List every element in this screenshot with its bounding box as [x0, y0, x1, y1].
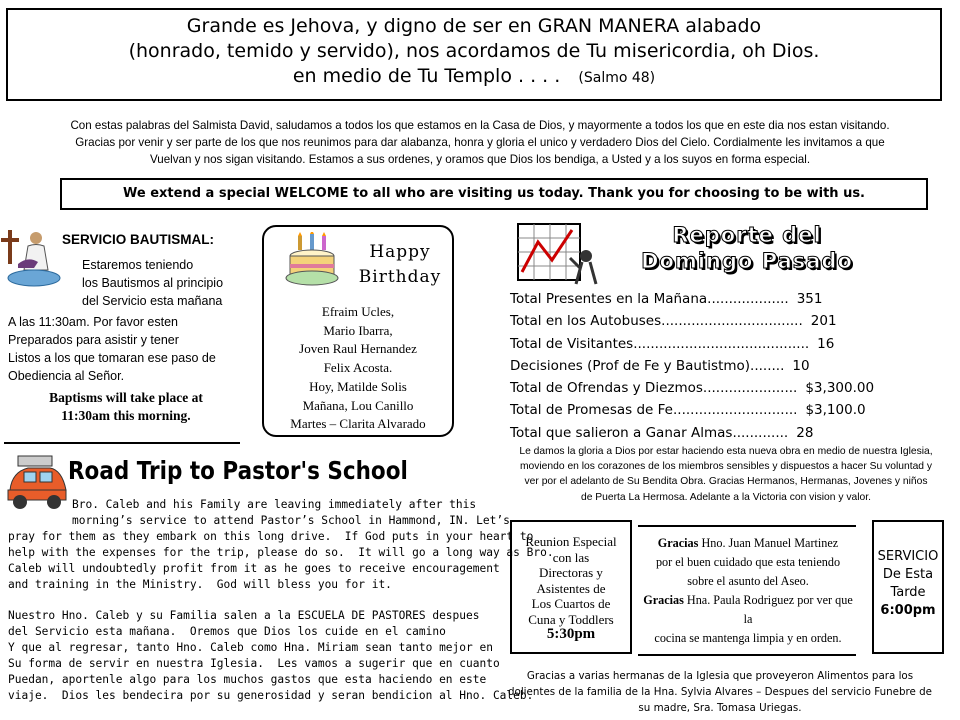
- report-note-line: de Puerta La Hermosa. Adelante a la Victoria con vision y valor.: [580, 491, 871, 503]
- servicio-line: De Esta: [882, 567, 934, 582]
- report-value: 351: [796, 291, 823, 307]
- baptism-english-line: Baptisms will take place at: [49, 390, 203, 405]
- report-title-line: Reporte del: [672, 223, 822, 247]
- banner-line-3-text: en medio de Tu Templo . . . .: [292, 65, 561, 87]
- birthday-title: [344, 240, 456, 290]
- gracias-name: Hna. Paula Rodriguez por ver que la: [686, 593, 853, 626]
- servicio-line: SERVICIO: [877, 549, 939, 564]
- report-dots: ...................: [707, 291, 789, 307]
- baptism-english-line: 11:30am this morning.: [61, 408, 191, 423]
- report-title: [612, 222, 882, 274]
- report-note-line: Le damos la gloria a Dios por estar haciendo esta nueva obra en medio de nuestra Iglesia,: [519, 446, 933, 457]
- gracias-line: cocina se mantenga limpia y en orden.: [654, 631, 842, 645]
- birthday-title-line: Happy: [369, 242, 431, 262]
- reunion-line: Asistentes de: [536, 580, 606, 596]
- birthday-name: Efraim Ucles,: [321, 304, 395, 319]
- baptism-text-top: [82, 256, 223, 310]
- gracias-line: por el buen cuidado que esta teniendo: [655, 555, 841, 569]
- roadtrip-english-body: pray for them as they embark on this long drive. If God puts in your heart to help with the expenses for the trip, please do so. It will go a long way as Bro. Caleb will undoubtedly profit from it as he goes to receive encouragement and training in the Ministry. God will bless you for it.: [8, 530, 554, 591]
- thanks-note: [490, 668, 950, 716]
- baptism-line: Listos a los que tomaran ese paso de: [8, 351, 216, 365]
- servicio-line: Tarde: [890, 585, 926, 600]
- birthday-name: Martes – Clarita Alvarado: [290, 416, 426, 432]
- report-dots: .................................: [661, 313, 803, 330]
- report-list: [510, 288, 950, 444]
- reunion-time: 5:30pm: [546, 626, 596, 642]
- birthday-title-line: Birthday: [358, 267, 442, 287]
- report-row: [510, 310, 950, 332]
- reunion-line: Reunion Especial: [525, 534, 617, 549]
- birthday-name: Hoy, Matilde Solis: [309, 378, 407, 394]
- report-value: 28: [796, 424, 814, 441]
- report-label: Total que salieron a Ganar Almas: [510, 424, 733, 441]
- car-icon: [4, 452, 68, 516]
- reunion-line: Directoras y: [539, 565, 603, 580]
- report-note-line: ver por el adelanto de Su Bendita Obra. Gracias Hermanos, Hermanas, Jovenes y niños: [524, 476, 928, 488]
- birthday-cake-icon: [284, 232, 340, 298]
- report-value: $3,100.0: [805, 402, 866, 419]
- baptism-line: Preparados para asistir y tener: [8, 333, 179, 347]
- birthday-name: Mañana, Lou Canillo: [302, 397, 414, 413]
- divider: [638, 654, 856, 656]
- report-value: 201: [810, 313, 837, 330]
- welcome-box: We extend a special WELCOME to all who are visiting us today. Thank you for choosing to be with us.: [60, 178, 928, 210]
- report-dots: .........................................: [633, 335, 810, 352]
- baptism-line: los Bautismos al principio: [82, 276, 224, 290]
- birthday-name: Felix Acosta.: [323, 360, 393, 376]
- intro-line-1: Con estas palabras del Salmista David, saludamos a todos los que estamos en la Casa de Dios, y mayormente a todos los que en este dia nos estan visitando.: [70, 119, 890, 132]
- report-row: [510, 333, 950, 355]
- report-label: Total Presentes en la Mañana: [510, 291, 708, 307]
- intro-line-3: Vuelvan y nos sigan visitando. Estamos a sus ordenes, y oramos que Dios los bendiga, a Usted y a los suyos en forma especial.: [149, 153, 811, 166]
- report-dots: ........: [750, 357, 785, 374]
- report-label: Total en los Autobuses: [510, 313, 662, 330]
- report-row: [510, 399, 950, 421]
- servicio-box: [872, 520, 944, 654]
- divider: [638, 525, 856, 527]
- report-dots: .............................: [673, 402, 798, 419]
- gracias-word: Gracias: [643, 593, 684, 607]
- report-note: [500, 444, 952, 505]
- baptism-line: A las 11:30am. Por favor esten: [8, 315, 179, 329]
- gracias-word: Gracias: [657, 536, 699, 550]
- scripture-reference: (Salmo 48): [578, 70, 656, 86]
- thanks-line: dolientes de la familia de la Hna. Sylvia Alvares – Despues del servicio Funebre de: [507, 686, 933, 698]
- baptism-title: SERVICIO BAUTISMAL:: [62, 232, 215, 247]
- gracias-line: [638, 591, 858, 629]
- baptism-line: del Servicio esta mañana: [82, 294, 223, 308]
- banner-line-3: [8, 64, 940, 91]
- gracias-line: [638, 534, 858, 553]
- report-dots: ......................: [702, 380, 798, 397]
- report-label: Total de Ofrendas y Diezmos: [510, 380, 703, 397]
- gracias-block: [638, 534, 858, 648]
- report-row: [510, 377, 950, 399]
- baptism-line: Estaremos teniendo: [82, 258, 194, 272]
- report-dots: .............: [732, 424, 789, 441]
- birthday-name: Mario Ibarra,: [323, 322, 393, 338]
- intro-paragraph: [12, 117, 948, 168]
- report-row: [510, 288, 950, 310]
- roadtrip-spanish-body: Nuestro Hno. Caleb y su Familia salen a la ESCUELA DE PASTORES despues del Servicio esta mañana. Oremos que Dios los cuide en el camino Y que al regresar, tanto Hno. Caleb como Hna. Miriam sean tanto mejor en Su forma de servir en nuestra Iglesia. Les vamos a sugerir que en cuanto Puedan, aportenle algo para los muchos gastos que esta haciendo en este viaje. Dios les bendecira por su generosidad y seran bendicion al Hno. Caleb.: [8, 609, 534, 702]
- gracias-line: sobre el asunto del Aseo.: [687, 574, 809, 588]
- intro-line-2: Gracias por venir y ser parte de los que nos reunimos para dar alabanza, honra y gloria el unico y verdadero Dios del Cielo. Cordialmente les invitamos a que: [75, 136, 885, 149]
- servicio-time: 6:00pm: [880, 603, 936, 618]
- divider: [4, 442, 240, 444]
- report-value: 16: [817, 335, 835, 352]
- report-label: Decisiones (Prof de Fe y Bautistmo): [510, 357, 751, 374]
- chart-report-icon: [516, 222, 600, 288]
- birthday-name: Joven Raul Hernandez: [299, 341, 417, 357]
- thanks-line: su madre, Sra. Tomasa Uriegas.: [638, 702, 802, 714]
- report-value: 10: [792, 357, 810, 374]
- gracias-name: Hno. Juan Manuel Martinez: [701, 536, 839, 550]
- baptism-icon: [0, 226, 62, 294]
- roadtrip-english-lead: [72, 497, 510, 529]
- thanks-line: Gracias a varias hermanas de la Iglesia que proveyeron Alimentos para los: [526, 670, 914, 682]
- roadtrip-line: Bro. Caleb and his Family are leaving immediately after this: [72, 498, 477, 511]
- banner-line-2: (honrado, temido y servido), nos acordamos de Tu misericordia, oh Dios.: [128, 40, 820, 62]
- report-label: Total de Promesas de Fe: [510, 402, 673, 419]
- roadtrip-title: Road Trip to Pastor's School: [68, 456, 408, 485]
- roadtrip-line: morning’s service to attend Pastor’s School in Hammond, IN. Let’s: [72, 514, 510, 527]
- report-title-line: Domingo Pasado: [641, 249, 853, 273]
- report-row: [510, 355, 950, 377]
- report-row: [510, 422, 950, 444]
- report-note-line: moviendo en los corazones de los miembros sensibles y dispuestos a hacer Su voluntad y: [519, 461, 933, 473]
- report-value: $3,300.00: [805, 380, 875, 397]
- baptism-english: [8, 389, 244, 425]
- reunion-box: [510, 520, 632, 654]
- baptism-line: Obediencia al Señor.: [8, 369, 125, 383]
- scripture-banner: [6, 8, 942, 101]
- reunion-line: con las: [552, 549, 590, 565]
- baptism-text-bottom: [8, 313, 216, 385]
- reunion-line: Cuna y Toddlers: [528, 611, 614, 627]
- reunion-line: Los Cuartos de: [531, 596, 611, 611]
- banner-line-1: Grande es Jehova, y digno de ser en GRAN MANERA alabado: [186, 15, 762, 37]
- report-label: Total de Visitantes: [510, 335, 634, 352]
- birthday-names: [264, 303, 452, 434]
